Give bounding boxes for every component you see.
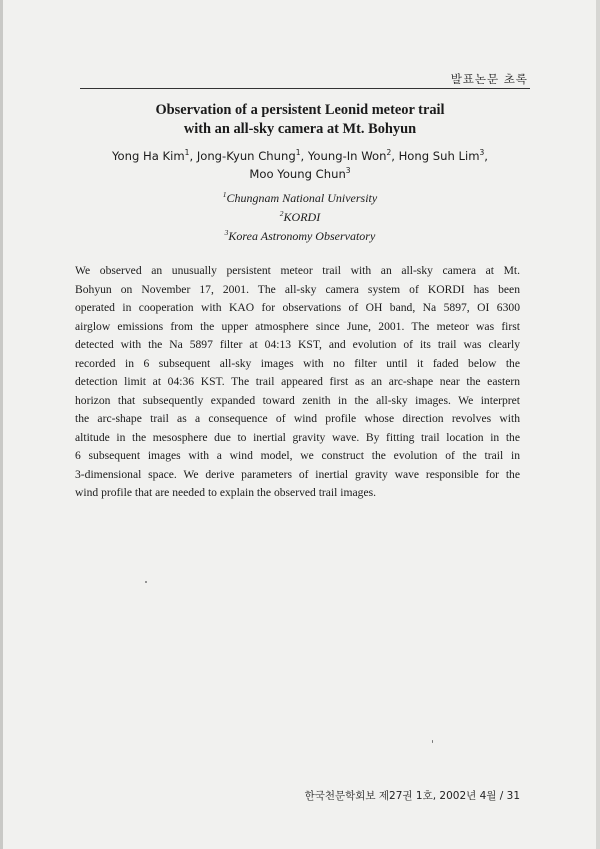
- abstract-line: altitude in the mesosphere due to inertial gravity wave. By fitting trail location in the: [75, 430, 520, 444]
- author-line: [0, 165, 600, 183]
- author-affiliation-mark: 1: [184, 148, 190, 157]
- abstract-line: detected with the Na 5897 filter at 04:13 KST, and evolution of its trail was clearly: [75, 338, 520, 351]
- paper-title: [0, 101, 600, 139]
- author-name: Hong Suh Lim: [398, 149, 480, 163]
- page-footer-citation: 한국천문학회보 제27권 1호, 2002년 4월 / 31: [304, 790, 520, 802]
- author-affiliation-mark: 3: [479, 148, 485, 157]
- affiliation: $^3$Korea Astronomy Observatory: [224, 228, 376, 243]
- author-list: [0, 147, 600, 183]
- abstract-line: recorded in 6 subsequent all-sky images with no filter until it faded below the: [75, 356, 520, 370]
- abstract-line: 6 subsequent images with a wind model, we construct the evolution of the trail in: [75, 449, 520, 462]
- abstract-line: operated in cooperation with KAO for observations of OH band, Na 5897, OI 6300: [75, 301, 520, 314]
- author-name: Yong Ha Kim: [112, 149, 185, 163]
- author-affiliation-mark: 1: [295, 148, 301, 157]
- author-affiliation-mark: 2: [386, 148, 392, 157]
- abstract-line: horizon that subsequently expanded toward zenith in the all-sky images. We interpret: [75, 393, 520, 407]
- title-line: Observation of a persistent Leonid meteor trail: [155, 102, 445, 118]
- abstract-line: 3-dimensional space. We derive parameters of inertial gravity wave responsible for the: [75, 467, 520, 481]
- abstract-line: We observed an unusually persistent meteor trail with an all-sky camera at Mt.: [75, 264, 520, 277]
- abstract-line: wind profile that are needed to explain the observed trail images.: [75, 486, 377, 499]
- author-name: Jong-Kyun Chung: [196, 149, 296, 163]
- affiliation: $^2$KORDI: [279, 209, 321, 224]
- title-line: with an all-sky camera at Mt. Bohyun: [183, 121, 417, 137]
- author-line: Yong Ha Kim$^1$, Jong-Kyun Chung$^1$, Young-In Won$^2$, Hong Suh Lim$^3$,: [112, 148, 488, 163]
- abstract-line: airglow emissions from the upper atmosphere since June, 2001. The meteor was first: [75, 319, 520, 333]
- author-affiliation-mark: 3: [345, 166, 351, 175]
- abstract-line: detection limit at 04:36 KST. The trail appeared first as an arc-shape near the eastern: [75, 375, 520, 388]
- header-rule: [80, 88, 530, 89]
- author-name: Young-In Won: [307, 149, 387, 163]
- abstract-line: the arc-shape trail as a consequence of wind profile whose direction revolves with: [75, 412, 520, 425]
- section-label: 발표논문 초록: [450, 72, 528, 86]
- scan-speck: [145, 581, 147, 583]
- scan-speck: [432, 740, 433, 743]
- author-name: Moo Young Chun: [249, 167, 346, 181]
- abstract-line: Bohyun on November 17, 2001. The all-sky camera system of KORDI has been: [75, 282, 520, 296]
- affiliation-list: [0, 189, 600, 246]
- affiliation: $^1$Chungnam National University: [222, 190, 378, 205]
- abstract-body: [75, 262, 520, 503]
